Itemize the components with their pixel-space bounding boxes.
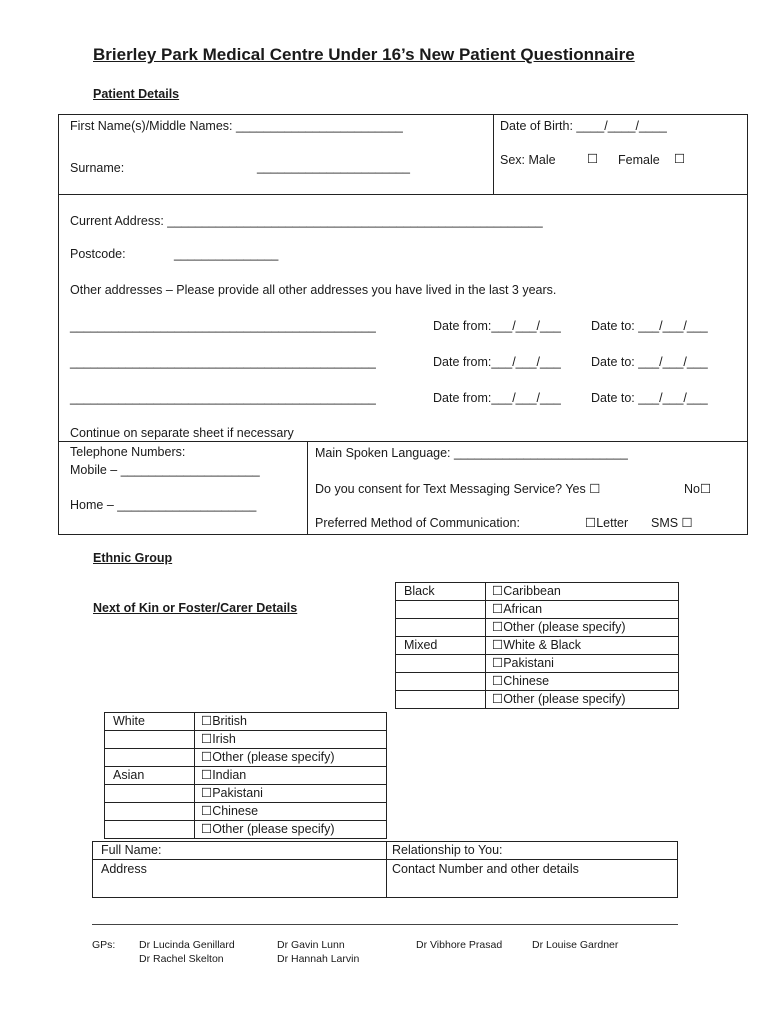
divider	[307, 441, 308, 535]
ethnic-option-checkbox[interactable]: ☐Pakistani	[486, 655, 679, 673]
sex-label: Sex: Male	[500, 153, 556, 167]
ethnic-option-checkbox[interactable]: ☐Other (please specify)	[195, 749, 387, 767]
dob-field[interactable]: Date of Birth: ____/____/____	[500, 119, 667, 133]
ethnic-table-left	[104, 712, 387, 839]
sex-male-checkbox[interactable]: ☐	[587, 152, 599, 166]
date-from-field[interactable]: Date from:___/___/___	[433, 391, 561, 405]
gp-name: Dr Rachel Skelton	[139, 953, 224, 965]
postcode-field[interactable]: _______________	[174, 247, 279, 261]
patient-details-heading: Patient Details	[93, 87, 180, 101]
gps-label: GPs:	[92, 939, 116, 951]
kin-relationship-field[interactable]: Relationship to You:	[392, 843, 503, 857]
ethnic-category: Black	[396, 583, 486, 601]
page-title: Brierley Park Medical Centre Under 16’s New Patient Questionnaire	[93, 45, 635, 64]
ethnic-category	[396, 655, 486, 673]
ethnic-category	[396, 619, 486, 637]
gp-name: Dr Hannah Larvin	[277, 953, 360, 965]
surname-label: Surname:	[70, 161, 125, 175]
kin-full-name-field[interactable]: Full Name:	[101, 843, 162, 857]
ethnic-option-checkbox[interactable]: ☐Chinese	[486, 673, 679, 691]
ethnic-category	[396, 691, 486, 709]
current-address-field[interactable]: Current Address: ______________________________________________________	[70, 214, 543, 228]
ethnic-category	[105, 785, 195, 803]
ethnic-option-checkbox[interactable]: ☐Chinese	[195, 803, 387, 821]
table-row	[105, 767, 387, 785]
divider	[493, 114, 494, 194]
ethnic-group-heading: Ethnic Group	[93, 551, 173, 565]
date-to-field[interactable]: Date to: ___/___/___	[591, 319, 708, 333]
table-row	[396, 655, 679, 673]
table-row	[105, 803, 387, 821]
gp-name: Dr Gavin Lunn	[277, 939, 345, 951]
mobile-field[interactable]: Mobile – ____________________	[70, 463, 260, 477]
ethnic-option-checkbox[interactable]: ☐British	[195, 713, 387, 731]
ethnic-option-checkbox[interactable]: ☐Pakistani	[195, 785, 387, 803]
home-phone-field[interactable]: Home – ____________________	[70, 498, 257, 512]
text-consent-no[interactable]: No☐	[684, 482, 712, 496]
ethnic-category: Mixed	[396, 637, 486, 655]
table-row	[105, 731, 387, 749]
table-row	[105, 821, 387, 839]
table-row	[396, 601, 679, 619]
other-address-field[interactable]: ____________________________________________	[70, 355, 376, 369]
divider	[58, 441, 748, 442]
gp-name: Dr Vibhore Prasad	[416, 939, 503, 951]
ethnic-option-checkbox[interactable]: ☐Other (please specify)	[486, 619, 679, 637]
text-consent-yes[interactable]: Do you consent for Text Messaging Service? Yes ☐	[315, 482, 601, 496]
telephone-label: Telephone Numbers:	[70, 445, 186, 459]
divider	[386, 841, 387, 898]
date-to-field[interactable]: Date to: ___/___/___	[591, 391, 708, 405]
preferred-communication-label: Preferred Method of Communication:	[315, 516, 520, 530]
ethnic-option-checkbox[interactable]: ☐Irish	[195, 731, 387, 749]
table-row	[396, 691, 679, 709]
table-row	[105, 749, 387, 767]
date-from-field[interactable]: Date from:___/___/___	[433, 319, 561, 333]
continue-note: Continue on separate sheet if necessary	[70, 426, 294, 440]
date-from-field[interactable]: Date from:___/___/___	[433, 355, 561, 369]
pref-letter-checkbox[interactable]: ☐Letter	[585, 516, 629, 530]
ethnic-table-right	[395, 582, 679, 709]
ethnic-category: White	[105, 713, 195, 731]
surname-field[interactable]: ______________________	[257, 160, 410, 174]
next-of-kin-box	[92, 841, 678, 898]
footer-rule	[92, 924, 678, 925]
ethnic-option-checkbox[interactable]: ☐Other (please specify)	[486, 691, 679, 709]
gp-name: Dr Lucinda Genillard	[139, 939, 235, 951]
postcode-label: Postcode:	[70, 247, 126, 261]
ethnic-category	[105, 821, 195, 839]
sex-female-checkbox[interactable]: ☐	[674, 152, 686, 166]
language-field[interactable]: Main Spoken Language: _________________________	[315, 446, 628, 460]
table-row	[396, 619, 679, 637]
ethnic-option-checkbox[interactable]: ☐Other (please specify)	[195, 821, 387, 839]
ethnic-category	[105, 803, 195, 821]
other-address-field[interactable]: ____________________________________________	[70, 319, 376, 333]
ethnic-category	[105, 731, 195, 749]
ethnic-category	[396, 601, 486, 619]
divider	[58, 194, 748, 195]
ethnic-option-checkbox[interactable]: ☐African	[486, 601, 679, 619]
first-names-field[interactable]: First Name(s)/Middle Names: ________________________	[70, 119, 403, 133]
ethnic-category	[105, 749, 195, 767]
table-row	[396, 637, 679, 655]
ethnic-option-checkbox[interactable]: ☐Caribbean	[486, 583, 679, 601]
other-addresses-intro: Other addresses – Please provide all other addresses you have lived in the last 3 years.	[70, 283, 557, 297]
ethnic-category: Asian	[105, 767, 195, 785]
date-to-field[interactable]: Date to: ___/___/___	[591, 355, 708, 369]
ethnic-option-checkbox[interactable]: ☐White & Black	[486, 637, 679, 655]
ethnic-category	[396, 673, 486, 691]
pref-sms-checkbox[interactable]: SMS ☐	[651, 516, 693, 530]
table-row	[396, 673, 679, 691]
divider	[92, 859, 678, 860]
next-of-kin-heading: Next of Kin or Foster/Carer Details	[93, 601, 298, 615]
table-row	[105, 713, 387, 731]
kin-contact-field[interactable]: Contact Number and other details	[392, 862, 579, 876]
kin-address-field[interactable]: Address	[101, 862, 147, 876]
table-row	[105, 785, 387, 803]
ethnic-option-checkbox[interactable]: ☐Indian	[195, 767, 387, 785]
table-row	[396, 583, 679, 601]
gp-name: Dr Louise Gardner	[532, 939, 619, 951]
other-address-field[interactable]: ____________________________________________	[70, 391, 376, 405]
sex-female-label: Female	[618, 153, 660, 167]
